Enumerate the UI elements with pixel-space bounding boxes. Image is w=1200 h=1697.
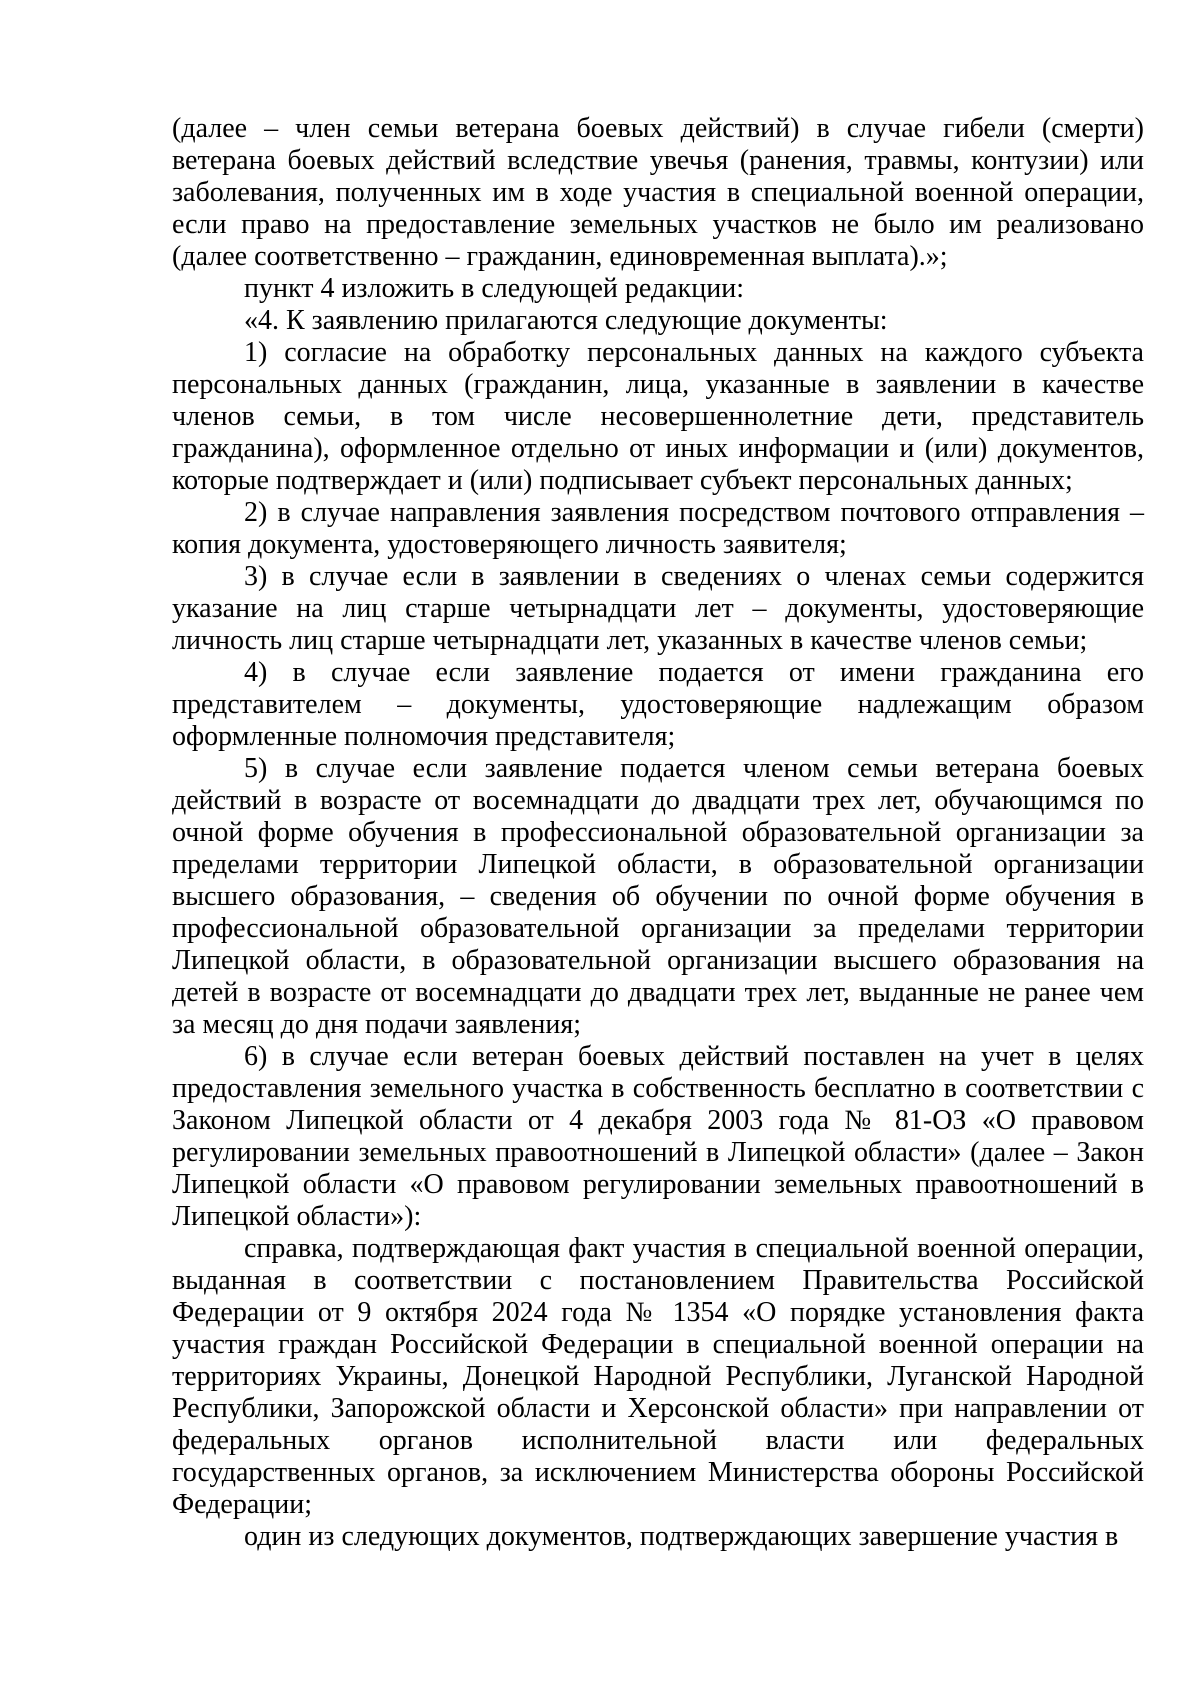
paragraph-item-4-heading: «4. К заявлению прилагаются следующие документы:	[244, 305, 888, 336]
list-item-4: 4) в случае если заявление подается от имени гражданина его представителем – документы, удостоверяющие надлежащим образом оформленные полномочия представителя;	[172, 657, 1144, 752]
list-item-3: 3) в случае если в заявлении в сведениях о членах семьи содержится указание на лиц старше четырнадцати лет – документы, удостоверяющие личность лиц старше четырнадцати лет, указанных в качестве членов семьи;	[172, 561, 1144, 656]
list-item-1: 1) согласие на обработку персональных данных на каждого субъекта персональных данных (гражданин, лица, указанные в заявлении в качестве членов семьи, в том числе несовершеннолетние дети, представитель гражданина), оформленное отдельно от иных информации и (или) документов, которые подтверждает и (или) подписывает субъект персональных данных;	[172, 337, 1144, 496]
paragraph-certificate: справка, подтверждающая факт участия в специальной военной операции, выданная в соответствии с постановлением Правительства Российской Федерации от 9 октября 2024 года № 1354 «О порядке установления факта участия граждан Российской Федерации в специальной военной операции на территориях Украины, Донецкой Народной Республики, Луганской Народной Республики, Запорожской области и Херсонской области» при направлении от федеральных органов исполнительной власти или федеральных государственных органов, за исключением Министерства обороны Российской Федерации;	[172, 1233, 1144, 1520]
list-item-2: 2) в случае направления заявления посредством почтового отправления – копия документа, удостоверяющего личность заявителя;	[172, 497, 1144, 560]
paragraph-one-of-documents: один из следующих документов, подтверждающих завершение участия в	[244, 1521, 1119, 1552]
paragraph-continuation: (далее – член семьи ветерана боевых действий) в случае гибели (смерти) ветерана боевых действий вследствие увечья (ранения, травмы, контузии) или заболевания, полученных им в ходе участия в специальной военной операции, если право на предоставление земельных участков не было им реализовано (далее соответственно – гражданин, единовременная выплата).»;	[172, 113, 1144, 272]
paragraph-item-4-intro: пункт 4 изложить в следующей редакции:	[244, 273, 744, 304]
document-page	[172, 113, 1144, 1553]
list-item-6: 6) в случае если ветеран боевых действий поставлен на учет в целях предоставления земельного участка в собственность бесплатно в соответствии с Законом Липецкой области от 4 декабря 2003 года № 81-ОЗ «О правовом регулировании земельных правоотношений в Липецкой области» (далее – Закон Липецкой области «О правовом регулировании земельных правоотношений в Липецкой области»):	[172, 1041, 1144, 1232]
list-item-5: 5) в случае если заявление подается членом семьи ветерана боевых действий в возрасте от восемнадцати до двадцати трех лет, обучающимся по очной форме обучения в профессиональной образовательной организации за пределами территории Липецкой области, в образовательной организации высшего образования, – сведения об обучении по очной форме обучения в профессиональной образовательной организации за пределами территории Липецкой области, в образовательной организации высшего образования на детей в возрасте от восемнадцати до двадцати трех лет, выданные не ранее чем за месяц до дня подачи заявления;	[172, 753, 1144, 1040]
